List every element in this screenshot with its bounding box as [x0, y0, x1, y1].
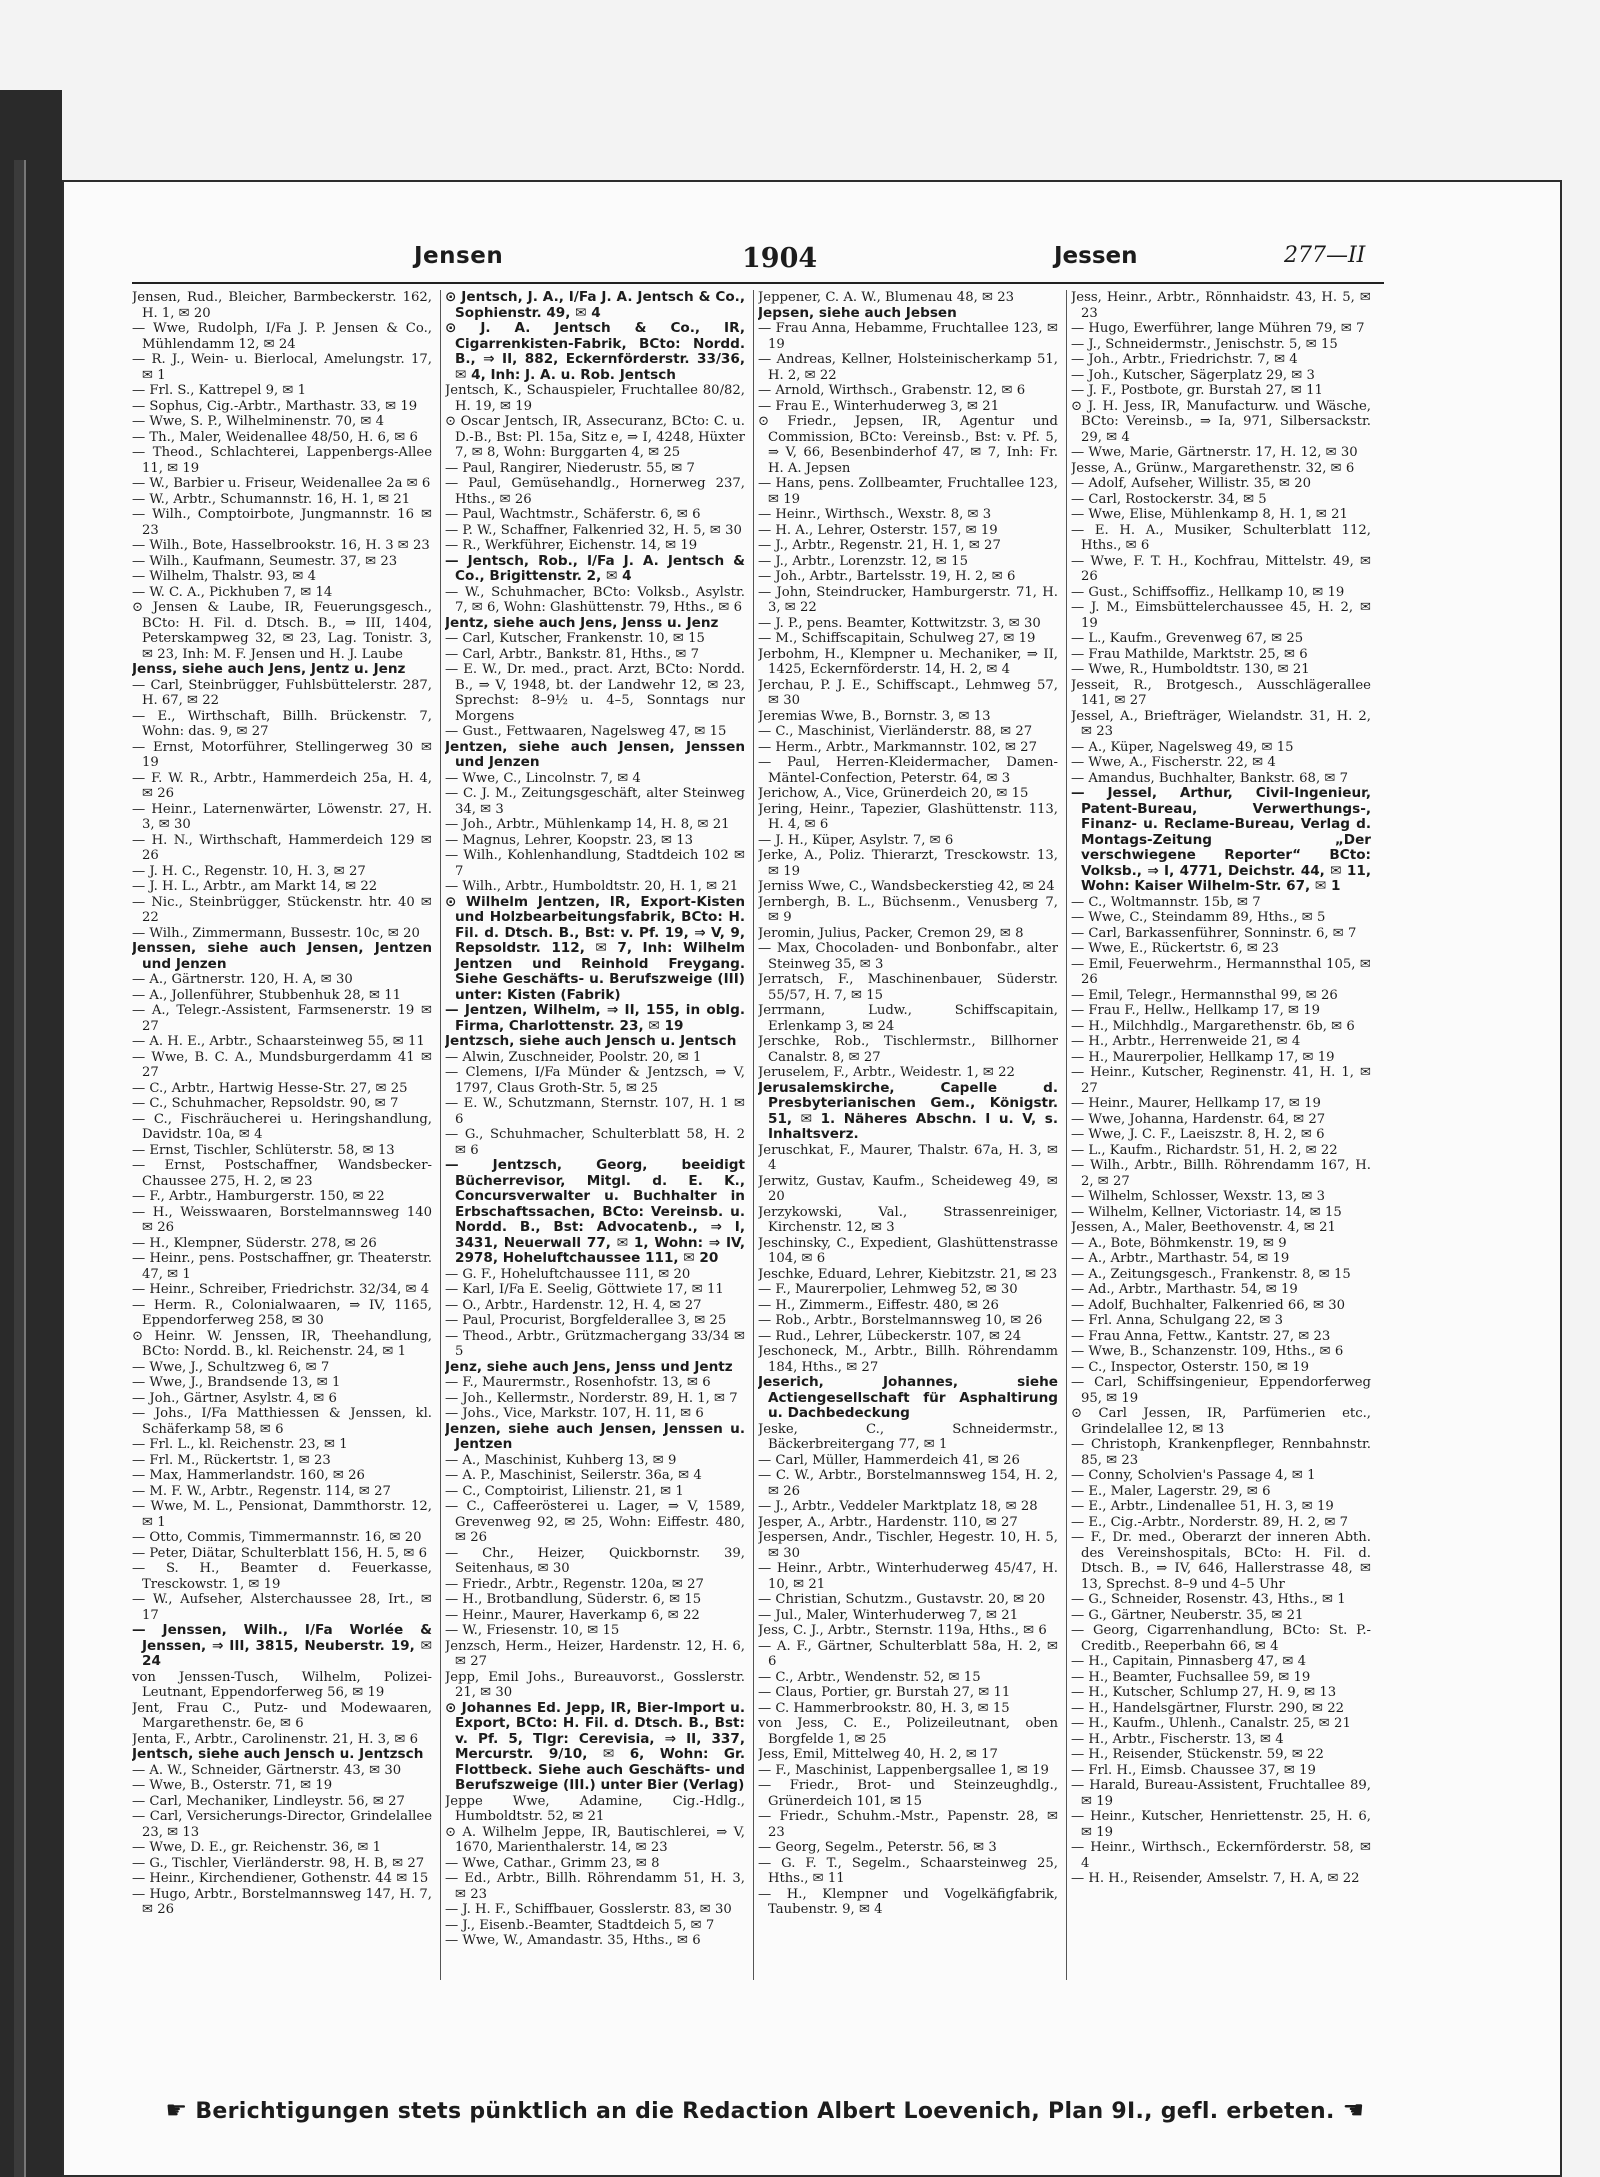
directory-entry: — Emil, Feuerwehrm., Hermannsthal 105, ✉ 26	[1071, 956, 1371, 987]
directory-entry: — H., Handelsgärtner, Flurstr. 290, ✉ 22	[1071, 1700, 1345, 1716]
directory-entry: — F., Maurerpolier, Lehmweg 52, ✉ 30	[758, 1282, 1018, 1297]
directory-entry: — Hans, pens. Zollbeamter, Fruchtallee 123, ✉ 19	[758, 476, 1058, 507]
directory-entry: — Rob., Arbtr., Borstelmannsweg 10, ✉ 26	[758, 1313, 1043, 1328]
directory-entry: — H., Arbtr., Fischerstr. 13, ✉ 4	[1071, 1731, 1284, 1747]
footer-notice: Berichtigungen stets pünktlich an die Redaction Albert Loevenich, Plan 9I., gefl. erbeten.	[195, 2099, 1335, 2124]
directory-entry: — Theod., Arbtr., Grützmacheгgang 33/34 ✉ 5	[445, 1328, 745, 1359]
directory-entry: — C., Comptoirist, Lilienstr. 21, ✉ 1	[445, 1483, 684, 1499]
directory-entry: von Jess, C. E., Polizeileutnant, oben Borgfelde 1, ✉ 25	[758, 1716, 1058, 1747]
directory-entry: Jesse, A., Grünw., Margarethenstr. 32, ✉ 6	[1071, 460, 1355, 476]
directory-entry: — A., Arbtr., Marthastr. 54, ✉ 19	[1071, 1251, 1290, 1266]
directory-entry: Jentzsch, siehe auch Jensch u. Jentsch	[445, 1033, 737, 1049]
directory-entry: — Harald, Bureau-Assistent, Fruchtallee 89, ✉ 19	[1071, 1778, 1371, 1809]
directory-entry: ⊙ Heinr. W. Jenssen, IR, Theehandlung, BCto: Nordd. B., kl. Reichenstr. 24, ✉ 1	[132, 1328, 432, 1359]
directory-entry: — C., Caffeerösterei u. Lager, ⇒ V, 1589, Grevenweg 92, ✉ 25, Wohn: Eiffestr. 480, ✉ 26	[445, 1499, 745, 1545]
directory-entry: — Andreas, Kellner, Holsteinischerkamp 51, H. 2, ✉ 22	[758, 352, 1058, 383]
directory-entry: — J., Arbtr., Lorenzstr. 12, ✉ 15	[758, 553, 968, 569]
directory-entry: — Jessel, Arthur, Civil-Ingenieur, Patent-Bureau, Verwerthungs-, Finanz- u. Reclame-Bureau, Verlag d. Montags-Zeitung „Der verschwiegene Reporter“ BCto: Volksb., ⇒ I, 4771, Deichstr. 44, ✉ 11, Wohn: Kaiser Wilhelm-Str. 67, ✉ 1	[1071, 785, 1371, 894]
directory-entry: Jeske, C., Schneidermstr., Bäckerbreitergang 77, ✉ 1	[758, 1421, 1058, 1452]
directory-entry: — Wwe, F. T. H., Kochfrau, Mittelstr. 49, ✉ 26	[1071, 553, 1371, 584]
directory-entry: — C., Maschinist, Vierländerstr. 88, ✉ 27	[758, 724, 1033, 739]
directory-entry: — A. W., Schneider, Gärtnerstr. 43, ✉ 30	[132, 1762, 402, 1778]
directory-entry: — H., Kaufm., Uhlenh., Canalstr. 25, ✉ 21	[1071, 1716, 1351, 1731]
directory-entry: — A., Maschinist, Kuhberg 13, ✉ 9	[445, 1452, 677, 1468]
directory-entry: — A. H. E., Arbtr., Schaarsteinweg 55, ✉ 11	[132, 1034, 425, 1049]
directory-entry: — Wilhelm, Kellner, Victoriastr. 14, ✉ 15	[1071, 1204, 1342, 1220]
directory-entry: — Paul, Procurist, Borgfelderallee 3, ✉ 25	[445, 1313, 727, 1328]
directory-entry: — H., Klempner, Süderstr. 278, ✉ 26	[132, 1235, 377, 1251]
directory-entry: Jerke, A., Poliz. Thierarzt, Tresckowstr. 13, ✉ 19	[758, 848, 1058, 879]
directory-entry: — H., Weisswaaren, Borstelmannsweg 140 ✉ 26	[132, 1204, 432, 1235]
directory-entry: ⊙ Jensen & Laube, IR, Feuerungsgesch., BCto: H. Fil. d. Dtsch. B., ⇒ III, 1404, Peterskampweg 32, ✉ 23, Lag. Tonistr. 3, ✉ 23, Inh: M. F. Jensen und H. J. Laube	[132, 600, 432, 662]
directory-entry: — F., Maschinist, Lappenbergsallee 1, ✉ 19	[758, 1762, 1049, 1778]
directory-entry: Jenzen, siehe auch Jensen, Jenssen u. Jentzen	[445, 1420, 745, 1452]
directory-entry: — H. H., Reisender, Amselstr. 7, H. A, ✉ 22	[1071, 1871, 1360, 1886]
directory-entry: — F., Dr. med., Oberarzt der inneren Abth. des Vereinshospitals, BCto: H. Fil. d. Dtsch. B., ⇒ IV, 646, Hallerstrasse 48, ✉ 13, Sprechst. 8–9 und 4–5 Uhr	[1071, 1530, 1371, 1592]
directory-entry: Jess, Emil, Mittelweg 40, H. 2, ✉ 17	[758, 1747, 998, 1762]
directory-entry: — Carl, Steinbrügger, Fuhlsbüttelerstr. 287, H. 67, ✉ 22	[132, 677, 432, 708]
directory-entry: — Carl, Mechaniker, Lindleystr. 56, ✉ 27	[132, 1793, 405, 1809]
directory-entry: Jepsen, siehe auch Jebsen	[758, 304, 957, 321]
directory-entry: — Wwe, B., Osterstr. 71, ✉ 19	[132, 1778, 333, 1793]
directory-entry: — J., Schneidermstr., Jenischstr. 5, ✉ 15	[1071, 336, 1338, 352]
directory-entry: — Frl. L., kl. Reichenstr. 23, ✉ 1	[132, 1437, 348, 1452]
column-2	[445, 290, 745, 1980]
directory-entry: — G., Tischler, Vierländerstr. 98, H. B, ✉ 27	[132, 1855, 425, 1871]
directory-entry: — J. H. C., Regenstr. 10, H. 3, ✉ 27	[132, 863, 366, 879]
directory-entry: — H., Beamter, Fuchsallee 59, ✉ 19	[1071, 1669, 1311, 1685]
directory-entry: — F., Arbtr., Hamburgerstr. 150, ✉ 22	[132, 1189, 385, 1204]
directory-entry: — Heinr., Wirthsch., Eckernförderstr. 58, ✉ 4	[1071, 1840, 1371, 1871]
directory-entry: — Wwe, J. C. F., Laeiszstr. 8, H. 2, ✉ 6	[1071, 1127, 1325, 1142]
directory-entry: — Johs., I/Fa Matthiessen & Jenssen, kl. Schäferkamp 58, ✉ 6	[132, 1406, 432, 1437]
directory-entry: — A., Jollenführer, Stubbenhuk 28, ✉ 11	[132, 987, 402, 1003]
directory-entry: — Wwe, C., Steindamm 89, Hths., ✉ 5	[1071, 910, 1326, 925]
directory-entry: — F., Maurermstr., Rosenhofstr. 13, ✉ 6	[445, 1375, 711, 1390]
directory-entry: — J. H. L., Arbtr., am Markt 14, ✉ 22	[132, 879, 378, 894]
directory-entry: Jerwitz, Gustav, Kaufm., Scheideweg 49, ✉ 20	[758, 1173, 1058, 1204]
directory-entry: — Heinr., Maurer, Haverkamp 6, ✉ 22	[445, 1607, 700, 1623]
directory-entry: — Wwe, Elise, Mühlenkamp 8, H. 1, ✉ 21	[1071, 507, 1348, 522]
directory-entry: — W., Friesenstr. 10, ✉ 15	[445, 1623, 620, 1638]
directory-entry: — Wwe, Cathar., Grimm 23, ✉ 8	[445, 1855, 660, 1871]
directory-entry: — H., Kutscher, Schlump 27, H. 9, ✉ 13	[1071, 1685, 1337, 1700]
directory-entry: — H., Maurerpolier, Hellkamp 17, ✉ 19	[1071, 1049, 1335, 1065]
directory-entry: — Wilh., Kohlenhandlung, Stadtdeich 102 ✉ 7	[445, 848, 745, 879]
directory-entry: — L., Kaufm., Richardstr. 51, H. 2, ✉ 22	[1071, 1142, 1338, 1158]
directory-entry: — Friedr., Brot- und Steinzeughdlg., Grünerdeich 101, ✉ 15	[758, 1778, 1058, 1809]
directory-entry: Jepp, Emil Johs., Bureauvorst., Gosslerstr. 21, ✉ 30	[445, 1669, 745, 1700]
directory-entry: — John, Steindrucker, Hamburgerstr. 71, H. 3, ✉ 22	[758, 584, 1058, 615]
directory-entry: — H. N., Wirthschaft, Hammerdeich 129 ✉ 26	[132, 832, 432, 863]
directory-entry: — Heinr., Arbtr., Winterhuderweg 45/47, H. 10, ✉ 21	[758, 1561, 1058, 1592]
directory-entry: Jenss, siehe auch Jens, Jentz u. Jenz	[132, 661, 406, 677]
directory-entry: — Frau E., Winterhuderweg 3, ✉ 21	[758, 398, 1000, 414]
directory-entry: — Carl, Schiffsingenieur, Eppendorferweg 95, ✉ 19	[1071, 1375, 1371, 1406]
directory-entry: — Hugo, Arbtr., Borstelmannsweg 147, H. 7, ✉ 26	[132, 1886, 432, 1917]
directory-entry: — C. Hammerbrookstr. 80, H. 3, ✉ 15	[758, 1700, 1010, 1716]
directory-entry: — Wwe, B. C. A., Mundsburgerdamm 41 ✉ 27	[132, 1049, 432, 1080]
directory-entry: — Wwe, R., Humboldtstr. 130, ✉ 21	[1071, 662, 1310, 677]
directory-entry: — H. A., Lehrer, Osterstr. 157, ✉ 19	[758, 522, 998, 538]
pointing-hand-right-icon: ☚	[1342, 2096, 1365, 2124]
directory-entry: — Georg, Cigarrenhandlung, BCto: St. P.-Creditb., Reeperbahn 66, ✉ 4	[1071, 1623, 1371, 1654]
directory-entry: — J. H., Küper, Asylstr. 7, ✉ 6	[758, 832, 954, 848]
directory-entry: Jerschke, Rob., Tischlermstr., Billhorner Canalstr. 8, ✉ 27	[758, 1034, 1058, 1065]
directory-entry: — Heinr., pens. Postschaffner, gr. Theaterstr. 47, ✉ 1	[132, 1251, 432, 1282]
column-3	[758, 290, 1058, 1980]
directory-entry: — H., Klempner und Vogelkäfigfabrik, Taubenstr. 9, ✉ 4	[758, 1886, 1058, 1917]
book-spine	[0, 90, 62, 2177]
directory-entry: Jentsch, siehe auch Jensch u. Jentzsch	[132, 1746, 424, 1762]
directory-entry: — Joh., Gärtner, Asylstr. 4, ✉ 6	[132, 1390, 337, 1406]
directory-entry: — Christoph, Krankenpfleger, Rennbahnstr. 85, ✉ 23	[1071, 1437, 1371, 1468]
directory-entry: — J., Arbtr., Regenstr. 21, H. 1, ✉ 27	[758, 538, 1001, 553]
directory-entry: — Wilhelm, Thalstr. 93, ✉ 4	[132, 569, 317, 584]
directory-entry: Jernbergh, B. L., Büchsenm., Venusberg 7, ✉ 9	[758, 894, 1058, 925]
directory-entry: — Jul., Maler, Winterhuderweg 7, ✉ 21	[758, 1607, 1019, 1623]
directory-entry: — Heinr., Wirthsch., Wexstr. 8, ✉ 3	[758, 507, 992, 522]
directory-entry: — J. F., Postbote, gr. Burstah 27, ✉ 11	[1071, 383, 1323, 398]
directory-entry: — Wwe, C., Lincolnstr. 7, ✉ 4	[445, 770, 641, 786]
directory-entry: Jenssen, siehe auch Jensen, Jentzen und Jenzen	[132, 940, 432, 972]
directory-entry: — Wilh., Bote, Hasselbrookstr. 16, H. 3 ✉ 23	[132, 538, 430, 553]
directory-entry: — Carl, Kutscher, Frankenstr. 10, ✉ 15	[445, 631, 705, 646]
directory-entry: Jespersen, Andr., Tischler, Hegestr. 10, H. 5, ✉ 30	[758, 1530, 1058, 1561]
directory-entry: ⊙ J. A. Jentsch & Co., IR, Cigarrenkisten-Fabrik, BCto: Nordd. B., ⇒ II, 882, Eckernförderstr. 33/36, ✉ 4, Inh: J. A. u. Rob. Jentsch	[445, 320, 745, 383]
directory-entry: — Otto, Commis, Timmermannstr. 16, ✉ 20	[132, 1530, 422, 1545]
directory-entry: — Wwe, J., Schultzweg 6, ✉ 7	[132, 1359, 330, 1375]
directory-entry: — M., Schiffscapitain, Schulweg 27, ✉ 19	[758, 631, 1036, 646]
directory-entry: — Wwe, Marie, Gärtnerstr. 17, H. 12, ✉ 30	[1071, 445, 1358, 460]
directory-entry: — Paul, Rangirer, Niederustr. 55, ✉ 7	[445, 460, 695, 476]
directory-entry: — Wwe, J., Brandsende 13, ✉ 1	[132, 1375, 341, 1390]
directory-entry: Jenta, F., Arbtr., Carolinenstr. 21, H. 3, ✉ 6	[132, 1731, 418, 1747]
directory-entry: — H., Arbtr., Herrenweide 21, ✉ 4	[1071, 1034, 1301, 1049]
directory-entry: — Max, Hammerlandstr. 160, ✉ 26	[132, 1468, 365, 1483]
directory-entry: Jesseit, R., Brotgesch., Ausschlägerallee 141, ✉ 27	[1071, 677, 1371, 708]
directory-entry: — C., Arbtr., Hartwig Hesse-Str. 27, ✉ 25	[132, 1080, 408, 1096]
pointing-hand-left-icon: ☛	[165, 2096, 188, 2124]
directory-entry: — Wwe, Johanna, Hardenstr. 64, ✉ 27	[1071, 1111, 1326, 1127]
directory-entry: Jess, Heinr., Arbtr., Rönnhaidstr. 43, H. 5, ✉ 23	[1071, 290, 1371, 321]
directory-columns	[132, 290, 1384, 1980]
directory-entry: — G., Gärtner, Neuberstr. 35, ✉ 21	[1071, 1607, 1304, 1623]
directory-entry: Jessel, A., Briefträger, Wielandstr. 31, H. 2, ✉ 23	[1071, 708, 1371, 739]
directory-entry: — Wilh., Arbtr., Billh. Röhrendamm 167, H. 2, ✉ 27	[1071, 1158, 1371, 1189]
directory-entry: ⊙ Friedr., Jepsen, IR, Agentur und Commission, BCto: Vereinsb., Bst: v. Pf. 5, ⇒ V, 66, Besenbinderhof 47, ✉ 7, Inh: Fr. H. A. Jepsen	[758, 414, 1058, 476]
directory-entry: Jessen, A., Maler, Beethovenstr. 4, ✉ 21	[1071, 1220, 1336, 1235]
directory-entry: Jerzykowski, Val., Strassenreiniger, Kirchenstr. 12, ✉ 3	[758, 1204, 1058, 1235]
directory-entry: — W., Arbtr., Schumannstr. 16, H. 1, ✉ 21	[132, 491, 411, 507]
directory-entry: — J. H. F., Schiffbauer, Gosslerstr. 83, ✉ 30	[445, 1902, 732, 1917]
directory-entry: Jeruselem, F., Arbtr., Weidestr. 1, ✉ 22	[758, 1065, 1015, 1080]
directory-entry: — A., Küper, Nagelsweg 49, ✉ 15	[1071, 739, 1294, 755]
directory-entry: von Jenssen-Tusch, Wilhelm, Polizei-Leutnant, Eppendorferweg 56, ✉ 19	[132, 1669, 432, 1700]
directory-entry: — Wwe, B., Schanzenstr. 109, Hths., ✉ 6	[1071, 1344, 1344, 1359]
directory-entry: — Hugo, Ewerführer, lange Mühren 79, ✉ 7	[1071, 321, 1365, 336]
directory-entry: — Ernst, Motorführer, Stellingerweg 30 ✉ 19	[132, 739, 432, 770]
directory-entry: — C., Fischräucherei u. Heringshandlung, Davidstr. 10a, ✉ 4	[132, 1111, 432, 1142]
directory-entry: — E. H. A., Musiker, Schulterblatt 112, Hths., ✉ 6	[1071, 522, 1371, 553]
directory-entry: ⊙ J. H. Jess, IR, Manufacturw. und Wäsche, BCto: Vereinsb., ⇒ Ia, 971, Silbersackstr. 29, ✉ 4	[1071, 398, 1371, 445]
directory-entry: — Frl. S., Kattrepel 9, ✉ 1	[132, 383, 307, 398]
directory-entry: — Wilh., Zimmermann, Bussestr. 10c, ✉ 20	[132, 925, 420, 941]
directory-entry: ⊙ Carl Jessen, IR, Parfümerien etc., Grindelallee 12, ✉ 13	[1071, 1406, 1371, 1437]
directory-entry: — Gust., Schiffsoffiz., Hellkamp 10, ✉ 19	[1071, 584, 1345, 600]
header-right-guideword: Jessen	[1054, 243, 1138, 269]
column-1	[132, 290, 432, 1980]
directory-entry: Jerichow, A., Vice, Grünerdeich 20, ✉ 15	[758, 786, 1029, 801]
page-header	[132, 243, 1382, 293]
directory-entry: — Frl. Anna, Schulgang 22, ✉ 3	[1071, 1313, 1284, 1328]
directory-entry: — C., Schuhmacher, Repsoldstr. 90, ✉ 7	[132, 1096, 399, 1111]
directory-entry: — J. P., pens. Beamter, Kottwitzstr. 3, ✉ 30	[758, 615, 1041, 631]
directory-entry: — Carl, Müller, Hammerdeich 41, ✉ 26	[758, 1452, 1020, 1468]
directory-entry: — Johs., Vice, Markstr. 107, H. 11, ✉ 6	[445, 1406, 704, 1421]
directory-entry: — G., Schneider, Rosenstr. 43, Hths., ✉ 1	[1071, 1592, 1346, 1607]
directory-entry: — Friedr., Arbtr., Regenstr. 120a, ✉ 27	[445, 1576, 704, 1592]
directory-entry: — Paul, Wachtmstr., Schäferstr. 6, ✉ 6	[445, 507, 701, 522]
directory-entry: — O., Arbtr., Hardenstr. 12, H. 4, ✉ 27	[445, 1297, 702, 1313]
directory-entry: — Th., Maler, Weidenallee 48/50, H. 6, ✉ 6	[132, 429, 418, 445]
directory-entry: — Alwin, Zuschneider, Poolstr. 20, ✉ 1	[445, 1049, 702, 1065]
directory-entry: — Jentzen, Wilhelm, ⇒ II, 155, in oblg. Firma, Charlottenstr. 23, ✉ 19	[445, 1002, 745, 1034]
directory-entry: — Jentzsch, Georg, beeidigt Bücherrevisor, Mitgl. d. E. K., Concursverwalter u. Buchhalter in Erbschaftssachen, BCto: Vereinsb. u. Nordd. B., Bst: Advocatenb., ⇒ I, 3431, Neuerwall 77, ✉ 1, Wohn: ⇒ IV, 2978, Hoheluftchaussee 111, ✉ 20	[445, 1157, 745, 1266]
directory-entry: — Joh., Arbtr., Mühlenkamp 14, H. 8, ✉ 21	[445, 817, 730, 832]
directory-entry: — Frl. M., Rückertstr. 1, ✉ 23	[132, 1452, 331, 1468]
directory-entry: — C., Inspector, Osterstr. 150, ✉ 19	[1071, 1359, 1310, 1375]
directory-entry: — Frau Anna, Hebamme, Fruchtallee 123, ✉ 19	[758, 321, 1058, 352]
directory-entry: — Heinr., Maurer, Hellkamp 17, ✉ 19	[1071, 1096, 1321, 1111]
header-page-number: 277—II	[1284, 243, 1366, 268]
directory-entry: — W. C. A., Pickhuben 7, ✉ 14	[132, 584, 333, 600]
directory-entry: Jerbohm, H., Klempner u. Mechaniker, ⇒ II, 1425, Eckernförderstr. 14, H. 2, ✉ 4	[758, 646, 1058, 677]
directory-entry: — A., Gärtnerstr. 120, H. A, ✉ 30	[132, 972, 353, 987]
directory-entry: — Paul, Herren-Kleidermacher, Damen-Mäntel-Confection, Peterstr. 64, ✉ 3	[758, 755, 1058, 786]
directory-entry: — H., Reisender, Stückenstr. 59, ✉ 22	[1071, 1747, 1324, 1762]
directory-entry: — Max, Chocoladen- und Bonbonfabr., alter Steinweg 35, ✉ 3	[758, 941, 1058, 972]
directory-entry: — E. W., Dr. med., pract. Arzt, BCto: Nordd. B., ⇒ V, 1948, bt. der Landwehr 12, ✉ 23, Sprechst: 8–9½ u. 4–5, Sonntags nur Morgens	[445, 662, 745, 724]
directory-entry: — Heinr., Schreiber, Friedrichstr. 32/34, ✉ 4	[132, 1282, 430, 1297]
directory-entry: Jerrmann, Ludw., Schiffscapitain, Erlenkamp 3, ✉ 24	[758, 1003, 1058, 1034]
directory-entry: — Wilh., Comptoirbote, Jungmannstr. 16 ✉ 23	[132, 507, 432, 538]
directory-entry: — Herm. R., Colonialwaaren, ⇒ IV, 1165, Eppendorferweg 258, ✉ 30	[132, 1297, 432, 1328]
directory-entry: — Ed., Arbtr., Billh. Röhrendamm 51, H. 3, ✉ 23	[445, 1871, 745, 1902]
directory-entry: Jeserich, Johannes, siehe Actiengesellschaft für Asphaltirung u. Dachbedeckung	[758, 1374, 1058, 1421]
column-divider	[1066, 290, 1067, 1980]
directory-entry: — Paul, Gemüsehandlg., Hornerweg 237, Hths., ✉ 26	[445, 476, 745, 507]
directory-entry: — Emil, Telegr., Hermannsthal 99, ✉ 26	[1071, 987, 1338, 1003]
directory-entry: — Wwe, M. L., Pensionat, Dammthorstr. 12, ✉ 1	[132, 1499, 432, 1530]
directory-entry: Jeschoneck, M., Arbtr., Billh. Röhrendamm 184, Hths., ✉ 27	[758, 1344, 1058, 1375]
directory-entry: — Peter, Diätar, Schulterblatt 156, H. 5, ✉ 6	[132, 1545, 428, 1561]
directory-entry: — Wwe, Rudolph, I/Fa J. P. Jensen & Co., Mühlendamm 12, ✉ 24	[132, 321, 432, 352]
directory-entry: — Adolf, Aufseher, Willistr. 35, ✉ 20	[1071, 476, 1311, 491]
directory-entry: — J., Arbtr., Veddeler Marktplatz 18, ✉ 28	[758, 1499, 1038, 1514]
directory-entry: — Wwe, S. P., Wilhelminenstr. 70, ✉ 4	[132, 414, 385, 429]
directory-entry: — Chr., Heizer, Quickbornstr. 39, Seitenhaus, ✉ 30	[445, 1545, 745, 1576]
directory-entry: — Joh., Arbtr., Friedrichstr. 7, ✉ 4	[1071, 352, 1298, 367]
directory-entry: — Conny, Scholvien's Passage 4, ✉ 1	[1071, 1468, 1316, 1483]
directory-entry: — S. H., Beamter d. Feuerkasse, Tresckowstr. 1, ✉ 19	[132, 1561, 432, 1592]
directory-entry: Jeschinsky, C., Expedient, Glashüttenstrasse 104, ✉ 6	[758, 1235, 1058, 1266]
directory-entry: — Amandus, Buchhalter, Bankstr. 68, ✉ 7	[1071, 770, 1348, 786]
directory-entry: — E., Maler, Lagerstr. 29, ✉ 6	[1071, 1483, 1271, 1499]
directory-entry: — A. F., Gärtner, Schulterblatt 58a, H. 2, ✉ 6	[758, 1638, 1058, 1669]
directory-entry: — Theod., Schlachterei, Lappenbergs-Allee 11, ✉ 19	[132, 445, 432, 476]
directory-entry: — Jentsch, Rob., I/Fa J. A. Jentsch & Co., Brigittenstr. 2, ✉ 4	[445, 552, 745, 584]
directory-entry: Jentz, siehe auch Jens, Jenss u. Jenz	[445, 614, 719, 631]
directory-entry: — Ernst, Tischler, Schlüterstr. 58, ✉ 13	[132, 1142, 395, 1158]
directory-entry: Jenzsch, Herm., Heizer, Hardenstr. 12, H. 6, ✉ 27	[445, 1638, 745, 1669]
directory-entry: Jeppe Wwe, Adamine, Cig.-Hdlg., Humboldtstr. 52, ✉ 21	[445, 1793, 745, 1824]
directory-entry: — R., Werkführer, Eichenstr. 14, ✉ 19	[445, 538, 698, 553]
directory-entry: Jess, C. J., Arbtr., Sternstr. 119a, Hths., ✉ 6	[758, 1623, 1047, 1638]
directory-entry: Jerusalemskirche, Capelle d. Presbyterianischen Gem., Königstr. 51, ✉ 1. Näheres Abschn. I u. V, s. Inhaltsverz.	[758, 1079, 1058, 1142]
directory-entry: — W., Aufseher, Alsterchaussee 28, Irt., ✉ 17	[132, 1592, 432, 1623]
directory-entry: — Christian, Schutzm., Gustavstr. 20, ✉ 20	[758, 1592, 1046, 1607]
directory-entry: — Heinr., Kutscher, Reginenstr. 41, H. 1, ✉ 27	[1071, 1065, 1371, 1096]
directory-entry: — A., Zeitungsgesch., Frankenstr. 8, ✉ 15	[1071, 1266, 1351, 1282]
directory-entry: — A., Telegr.-Assistent, Farmsenerstr. 19 ✉ 27	[132, 1003, 432, 1034]
directory-entry: Jenz, siehe auch Jens, Jenss und Jentz	[445, 1358, 733, 1375]
directory-entry: — Wwe, E., Rückertstr. 6, ✉ 23	[1071, 941, 1279, 956]
directory-entry: — Jenssen, Wilh., I/Fa Worlée & Jenssen, ⇒ III, 3815, Neuberstr. 19, ✉ 24	[132, 1622, 432, 1669]
directory-entry: Jerratsch, F., Maschinenbauer, Süderstr. 55/57, H. 7, ✉ 15	[758, 972, 1058, 1003]
directory-entry: — Wilhelm, Schlosser, Wexstr. 13, ✉ 3	[1071, 1189, 1326, 1204]
header-year: 1904	[742, 243, 818, 274]
directory-entry: — Georg, Segelm., Peterstr. 56, ✉ 3	[758, 1840, 997, 1855]
directory-entry: — H., Zimmerm., Eiffestr. 480, ✉ 26	[758, 1297, 999, 1313]
directory-entry: Jeruschkat, F., Maurer, Thalstr. 67a, H. 3, ✉ 4	[758, 1142, 1058, 1173]
column-4	[1071, 290, 1371, 1980]
directory-entry: — Joh., Kutscher, Sägerplatz 29, ✉ 3	[1071, 367, 1315, 383]
directory-entry: — Wilh., Arbtr., Humboldtstr. 20, H. 1, ✉ 21	[445, 879, 739, 894]
directory-entry: — H., Brotbandlung, Süderstr. 6, ✉ 15	[445, 1592, 702, 1607]
directory-entry: — Nic., Steinbrügger, Stückenstr. htr. 40 ✉ 22	[132, 894, 432, 925]
directory-entry: — C. J. M., Zeitungsgeschäft, alter Steinweg 34, ✉ 3	[445, 786, 745, 817]
directory-entry: — Carl, Rostockerstr. 34, ✉ 5	[1071, 491, 1267, 507]
directory-entry: — C. W., Arbtr., Borstelmannsweg 154, H. 2, ✉ 26	[758, 1468, 1058, 1499]
directory-entry: — Herm., Arbtr., Markmannstr. 102, ✉ 27	[758, 739, 1037, 755]
directory-entry: Jensen, Rud., Bleicher, Barmbeckerstr. 162, H. 1, ✉ 20	[132, 290, 432, 321]
directory-entry: — Friedr., Schuhm.-Mstr., Papenstr. 28, ✉ 23	[758, 1809, 1058, 1840]
directory-entry: — Clemens, I/Fa Münder & Jentzsch, ⇒ V, 1797, Claus Groth-Str. 5, ✉ 25	[445, 1065, 745, 1096]
directory-entry: ⊙ Oscar Jentsch, IR, Assecuranz, BCto: C. u. D.-B., Bst: Pl. 15a, Sitz e, ⇒ I, 4248, Hüxter 7, ✉ 8, Wohn: Burggarten 4, ✉ 25	[445, 414, 745, 460]
directory-entry: — Carl, Barkassenführer, Sonninstr. 6, ✉ 7	[1071, 925, 1357, 941]
directory-entry: Jentsch, K., Schauspieler, Fruchtallee 80/82, H. 19, ✉ 19	[445, 383, 745, 414]
directory-entry: — Claus, Portier, gr. Burstah 27, ✉ 11	[758, 1685, 1011, 1700]
directory-entry: — W., Barbier u. Friseur, Weidenallee 2a ✉ 6	[132, 476, 431, 491]
directory-entry: Jentzen, siehe auch Jensen, Jenssen und Jenzen	[445, 738, 745, 770]
directory-entry: Jeremias Wwe, B., Bornstr. 3, ✉ 13	[758, 708, 991, 724]
directory-entry: Jeschke, Eduard, Lehrer, Kiebitzstr. 21, ✉ 23	[758, 1266, 1058, 1282]
directory-entry: — Frau F., Hellw., Hellkamp 17, ✉ 19	[1071, 1003, 1321, 1018]
directory-entry: — Frl. H., Eimsb. Chaussee 37, ✉ 19	[1071, 1762, 1316, 1778]
directory-entry: — E., Arbtr., Lindenallee 51, H. 3, ✉ 19	[1071, 1499, 1334, 1514]
directory-entry: — Karl, I/Fa E. Seelig, Göttwiete 17, ✉ 11	[445, 1282, 724, 1297]
directory-entry: — C., Arbtr., Wendenstr. 52, ✉ 15	[758, 1669, 981, 1685]
page-footer	[150, 2096, 1380, 2136]
directory-entry: — Carl, Arbtr., Bankstr. 81, Hths., ✉ 7	[445, 646, 700, 662]
directory-entry: — Ad., Arbtr., Marthastr. 54, ✉ 19	[1071, 1282, 1298, 1297]
directory-entry: Jent, Frau C., Putz- und Modewaaren, Margarethenstr. 6e, ✉ 6	[132, 1700, 432, 1731]
directory-entry: — G. F., Hoheluftchaussee 111, ✉ 20	[445, 1266, 691, 1282]
directory-entry: — Wilh., Kaufmann, Seumestr. 37, ✉ 23	[132, 553, 398, 569]
directory-entry: — Heinr., Laternenwärter, Löwenstr. 27, H. 3, ✉ 30	[132, 801, 432, 832]
directory-entry: — W., Schuhmacher, BCto: Volksb., Asylstr. 7, ✉ 6, Wohn: Glashüttenstr. 79, Hths., ✉ 6	[445, 584, 745, 615]
directory-entry: — A., Bote, Böhmkenstr. 19, ✉ 9	[1071, 1235, 1287, 1251]
directory-entry: ⊙ A. Wilhelm Jeppe, IR, Bautischlerei, ⇒ V, 1670, Marienthalerstr. 14, ✉ 23	[445, 1824, 745, 1855]
directory-entry: — R. J., Wein- u. Bierlocal, Amelungstr. 17, ✉ 1	[132, 352, 432, 383]
directory-entry: ⊙ Wilhelm Jentzen, IR, Export-Kisten und Holzbearbeitungsfabrik, BCto: H. Fil. d. Dtsch. B., Bst: v. Pf. 19, ⇒ V, 9, Repsoldstr. 112, ✉ 7, Inh: Wilhelm Jentzen und Reinhold Freygang. Siehe Geschäfts- u. Berufszweige (III) unter: Kisten (Fabrik)	[445, 893, 745, 1003]
directory-entry: — E., Cig.-Arbtr., Norderstr. 89, H. 2, ✉ 7	[1071, 1514, 1349, 1530]
directory-entry: — P. W., Schaffner, Falkenried 32, H. 5, ✉ 30	[445, 522, 742, 538]
directory-entry: — Wwe, A., Fischerstr. 22, ✉ 4	[1071, 755, 1276, 770]
directory-entry: — Joh., Arbtr., Bartelsstr. 19, H. 2, ✉ 6	[758, 569, 1016, 584]
directory-entry: — H., Milchhdlg., Margarethenstr. 6b, ✉ 6	[1071, 1018, 1355, 1034]
directory-entry: — G. F. T., Segelm., Schaarsteinweg 25, Hths., ✉ 11	[758, 1855, 1058, 1886]
directory-entry: Jeppener, C. A. W., Blumenau 48, ✉ 23	[758, 290, 1014, 305]
directory-entry: — Wwe, W., Amandastr. 35, Hths., ✉ 6	[445, 1933, 701, 1948]
header-rule	[132, 282, 1384, 284]
directory-entry: — Ernst, Postschaffner, Wandsbecker-Chaussee 275, H. 2, ✉ 23	[132, 1158, 432, 1189]
directory-entry: — C., Woltmannstr. 15b, ✉ 7	[1071, 894, 1261, 910]
directory-entry: — Carl, Versicherungs-Director, Grindelallee 23, ✉ 13	[132, 1809, 432, 1840]
directory-entry: — A. P., Maschinist, Seilerstr. 36a, ✉ 4	[445, 1468, 702, 1483]
directory-entry: — Wwe, D. E., gr. Reichenstr. 36, ✉ 1	[132, 1840, 382, 1855]
directory-entry: — E., Wirthschaft, Billh. Brückenstr. 7, Wohn: das. 9, ✉ 27	[132, 708, 432, 739]
directory-entry: ⊙ Johannes Ed. Jepp, IR, Bier-Import u. Export, BCto: H. Fil. d. Dtsch. B., Bst: v. Pf. 5, Tlgr: Cerevisia, ⇒ II, 337, Mercurstr. 9/10, ✉ 6, Wohn: Gr. Flottbeck. Siehe auch Geschäfts- und Berufszweige (III.) unter Bier (Verlag)	[445, 1699, 745, 1793]
directory-entry: — M. F. W., Arbtr., Regenstr. 114, ✉ 27	[132, 1483, 391, 1499]
directory-entry: ⊙ Jentsch, J. A., I/Fa J. A. Jentsch & Co., Sophienstr. 49, ✉ 4	[445, 290, 745, 321]
directory-entry: Jesper, A., Arbtr., Hardenstr. 110, ✉ 27	[758, 1514, 1018, 1530]
directory-entry: — Joh., Kellermstr., Norderstr. 89, H. 1, ✉ 7	[445, 1390, 738, 1406]
directory-entry: — Gust., Fettwaaren, Nagelsweg 47, ✉ 15	[445, 724, 727, 739]
directory-entry: — Arnold, Wirthsch., Grabenstr. 12, ✉ 6	[758, 383, 1026, 398]
directory-entry: — Heinr., Kutscher, Henriettenstr. 25, H. 6, ✉ 19	[1071, 1809, 1371, 1840]
directory-entry: — Rud., Lehrer, Lübeckerstr. 107, ✉ 24	[758, 1328, 1022, 1344]
directory-entry: — H., Capitain, Pinnasberg 47, ✉ 4	[1071, 1654, 1307, 1669]
directory-entry: — J., Eisenb.-Beamter, Stadtdeich 5, ✉ 7	[445, 1917, 715, 1933]
directory-entry: Jerchau, P. J. E., Schiffscapt., Lehmweg 57, ✉ 30	[758, 677, 1058, 708]
column-divider	[440, 290, 441, 1980]
directory-entry: Jeromin, Julius, Packer, Cremon 29, ✉ 8	[758, 925, 1024, 941]
directory-entry: — J. M., Eimsbüttelerchaussee 45, H. 2, ✉ 19	[1071, 600, 1371, 631]
directory-entry: Jering, Heinr., Tapezier, Glashüttenstr. 113, H. 4, ✉ 6	[758, 801, 1058, 832]
directory-entry: — G., Schuhmacher, Schulterblatt 58, H. 2 ✉ 6	[445, 1127, 745, 1158]
directory-entry: — Adolf, Buchhalter, Falkenried 66, ✉ 30	[1071, 1297, 1346, 1313]
spine-edge	[14, 160, 26, 2177]
directory-entry: — Sophus, Cig.-Arbtr., Marthastr. 33, ✉ 19	[132, 398, 418, 414]
directory-entry: — Frau Anna, Fettw., Kantstr. 27, ✉ 23	[1071, 1328, 1331, 1344]
directory-entry: — Heinr., Kirchendiener, Gothenstr. 44 ✉ 15	[132, 1871, 429, 1886]
directory-entry: — E. W., Schutzmann, Sternstr. 107, H. 1 ✉ 6	[445, 1096, 745, 1127]
column-divider	[753, 290, 754, 1980]
header-left-guideword: Jensen	[414, 243, 504, 269]
directory-entry: — Magnus, Lehrer, Koopstr. 23, ✉ 13	[445, 832, 694, 848]
directory-entry: Jerniss Wwe, C., Wandsbeckerstieg 42, ✉ 24	[758, 879, 1055, 894]
directory-entry: — L., Kaufm., Grevenweg 67, ✉ 25	[1071, 631, 1304, 646]
directory-entry: — Frau Mathilde, Marktstr. 25, ✉ 6	[1071, 646, 1308, 662]
directory-entry: — F. W. R., Arbtr., Hammerdeich 25a, H. 4, ✉ 26	[132, 770, 432, 801]
